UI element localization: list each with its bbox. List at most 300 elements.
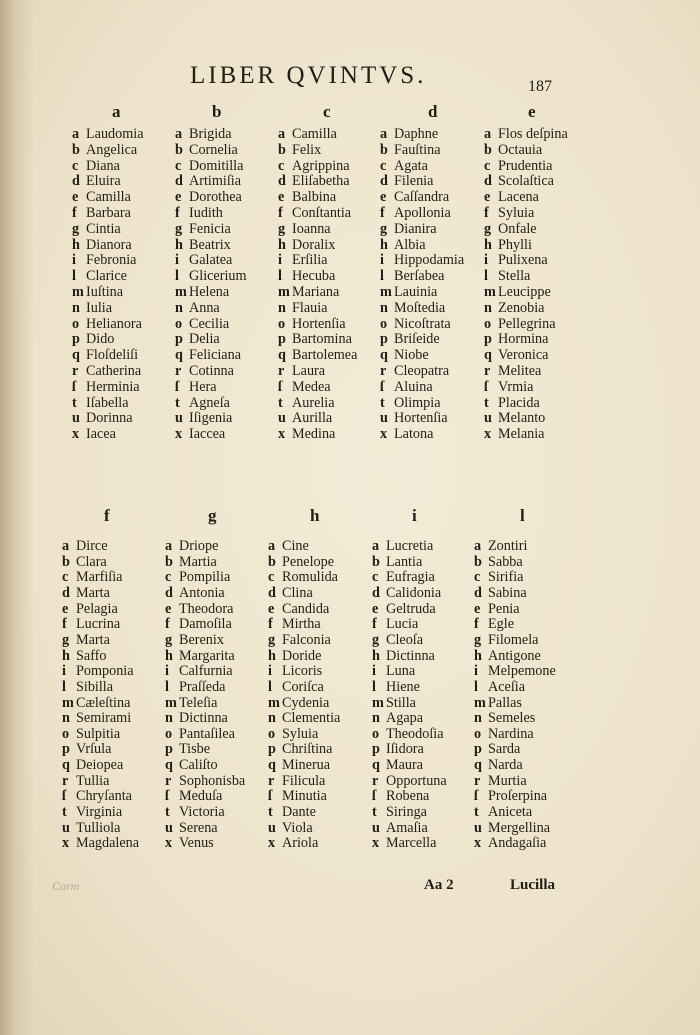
entry-letter: f xyxy=(372,616,377,633)
entry-name: Melanto xyxy=(498,410,546,427)
name-entry xyxy=(62,679,113,695)
name-entry xyxy=(380,189,449,205)
entry-letter: b xyxy=(175,141,183,158)
entry-letter: o xyxy=(380,315,388,332)
column-heading: f xyxy=(104,506,110,525)
entry-letter: c xyxy=(175,157,182,174)
entry-name: Semeles xyxy=(488,710,536,727)
entry-name: Ioanna xyxy=(292,220,331,237)
entry-name: Cydenia xyxy=(282,694,330,711)
entry-letter: r xyxy=(268,772,275,789)
entry-name: Theodora xyxy=(179,600,234,617)
entry-name: Meduſa xyxy=(179,788,223,805)
entry-name: Catherina xyxy=(86,363,142,379)
entry-letter: c xyxy=(372,569,379,586)
name-entry xyxy=(62,804,122,820)
name-entry xyxy=(72,126,144,142)
name-entry xyxy=(268,663,322,679)
entry-letter: e xyxy=(268,600,275,617)
entry-name: Coriſca xyxy=(282,678,324,695)
entry-letter: ſ xyxy=(268,788,272,805)
name-entry xyxy=(72,331,114,347)
entry-name: Lacena xyxy=(498,189,539,206)
name-entry xyxy=(165,601,233,617)
name-entry xyxy=(372,554,422,570)
entry-letter: c xyxy=(474,569,481,586)
entry-name: Placida xyxy=(498,394,540,411)
name-entry xyxy=(278,316,346,332)
entry-letter: ſ xyxy=(484,378,488,395)
entry-letter: x xyxy=(278,426,286,443)
name-entry xyxy=(165,632,224,648)
entry-name: Doralix xyxy=(292,236,336,253)
entry-letter: c xyxy=(72,157,79,174)
entry-letter: x xyxy=(175,426,183,443)
name-entry xyxy=(268,695,329,711)
entry-name: Medea xyxy=(292,378,331,395)
entry-letter: l xyxy=(62,678,66,695)
entry-letter: i xyxy=(175,252,179,269)
name-entry xyxy=(380,126,438,142)
name-entry xyxy=(278,347,357,363)
entry-name: Agrippina xyxy=(292,157,350,174)
name-entry xyxy=(72,347,138,363)
name-entry xyxy=(474,663,556,679)
entry-letter: q xyxy=(474,757,482,774)
name-entry xyxy=(175,237,231,253)
entry-letter: m xyxy=(72,284,84,300)
entry-letter: l xyxy=(175,268,179,285)
name-entry xyxy=(380,173,433,189)
entry-letter: u xyxy=(484,410,492,427)
name-entry xyxy=(484,284,551,300)
entry-letter: p xyxy=(72,331,80,348)
entry-name: Veronica xyxy=(498,347,549,364)
entry-letter: x xyxy=(484,426,492,443)
entry-letter: i xyxy=(372,663,376,680)
entry-name: Stilla xyxy=(386,694,416,711)
entry-name: Iacea xyxy=(86,426,116,443)
entry-name: Proſerpina xyxy=(488,788,548,805)
entry-name: Vrmia xyxy=(498,378,534,395)
name-entry xyxy=(165,585,225,601)
entry-letter: t xyxy=(278,394,283,411)
entry-name: Andagaſia xyxy=(488,835,547,852)
name-entry xyxy=(165,616,232,632)
entry-letter: c xyxy=(165,569,172,586)
name-entry xyxy=(165,726,235,742)
entry-name: Theodoſia xyxy=(386,725,444,742)
entry-letter: a xyxy=(278,126,286,142)
entry-letter: q xyxy=(372,757,380,774)
name-entry xyxy=(474,648,541,664)
entry-letter: i xyxy=(72,252,76,269)
entry-name: Falconia xyxy=(282,631,331,648)
entry-name: Anna xyxy=(189,299,220,316)
entry-letter: r xyxy=(474,772,481,789)
entry-name: Filenia xyxy=(394,173,434,190)
entry-letter: x xyxy=(62,835,70,852)
entry-name: Sulpitia xyxy=(76,725,121,742)
name-entry xyxy=(474,616,514,632)
name-entry xyxy=(372,679,420,695)
entry-letter: u xyxy=(62,819,70,836)
name-entry xyxy=(268,585,313,601)
entry-name: Conſtantia xyxy=(292,205,352,221)
entry-letter: f xyxy=(484,205,489,221)
entry-name: Briſeide xyxy=(394,331,440,348)
entry-letter: d xyxy=(165,584,173,601)
name-entry xyxy=(268,710,340,726)
entry-name: Niobe xyxy=(394,347,429,364)
name-entry xyxy=(372,601,436,617)
entry-name: Barbara xyxy=(86,205,131,221)
column-heading: a xyxy=(112,102,121,121)
entry-letter: i xyxy=(484,252,488,269)
entry-letter: t xyxy=(175,394,180,411)
name-entry xyxy=(72,158,120,174)
entry-name: Antonia xyxy=(179,584,225,601)
entry-name: Damoſila xyxy=(179,616,232,633)
entry-name: Doride xyxy=(282,647,322,664)
name-entry xyxy=(372,538,433,554)
entry-letter: ſ xyxy=(380,378,384,395)
name-entry xyxy=(175,426,225,442)
entry-letter: r xyxy=(278,363,285,379)
name-entry xyxy=(268,835,318,851)
entry-name: Driope xyxy=(179,538,219,554)
name-entry xyxy=(268,648,321,664)
entry-name: Beatrix xyxy=(189,236,231,253)
entry-name: Syluia xyxy=(498,205,535,221)
entry-name: Eluira xyxy=(86,173,121,190)
name-entry xyxy=(278,189,336,205)
entry-letter: t xyxy=(484,394,489,411)
name-entry xyxy=(72,252,136,268)
name-entry xyxy=(484,221,537,237)
entry-letter: f xyxy=(380,205,385,221)
entry-name: Domitilla xyxy=(189,157,244,174)
entry-name: Mirtha xyxy=(282,616,321,633)
entry-letter: ſ xyxy=(72,378,76,395)
entry-letter: a xyxy=(380,126,388,142)
entry-name: Sabina xyxy=(488,584,527,601)
name-entry xyxy=(484,205,534,221)
name-entry xyxy=(175,410,232,426)
name-entry xyxy=(175,284,229,300)
entry-name: Apollonia xyxy=(394,205,451,221)
entry-letter: n xyxy=(484,299,492,316)
entry-letter: x xyxy=(372,835,380,852)
name-entry xyxy=(474,835,546,851)
entry-letter: b xyxy=(268,553,276,570)
entry-name: Glicerium xyxy=(189,268,247,285)
name-entry xyxy=(278,252,327,268)
entry-letter: a xyxy=(165,538,173,554)
name-entry xyxy=(72,300,112,316)
name-entry xyxy=(62,663,134,679)
entry-letter: a xyxy=(484,126,492,142)
name-entry xyxy=(372,773,447,789)
name-entry xyxy=(165,663,233,679)
entry-name: Agneſa xyxy=(189,394,230,411)
name-entry xyxy=(380,205,451,221)
name-entry xyxy=(62,726,120,742)
name-entry xyxy=(484,237,532,253)
entry-name: Tisbe xyxy=(179,741,211,758)
entry-name: Eliſabetha xyxy=(292,173,350,190)
entry-letter: f xyxy=(268,616,273,633)
entry-letter: i xyxy=(165,663,169,680)
name-entry xyxy=(268,616,321,632)
name-entry xyxy=(278,410,332,426)
entry-letter: b xyxy=(372,553,380,570)
name-entry xyxy=(380,142,441,158)
entry-letter: g xyxy=(165,631,173,648)
entry-letter: q xyxy=(484,347,492,364)
name-entry xyxy=(278,205,351,221)
entry-name: Hortenſia xyxy=(292,315,346,332)
name-entry xyxy=(268,632,331,648)
entry-name: Clementia xyxy=(282,710,341,727)
name-entry xyxy=(175,379,217,395)
name-entry xyxy=(474,569,523,585)
entry-name: Sibilla xyxy=(76,678,114,695)
entry-letter: i xyxy=(474,663,478,680)
name-entry xyxy=(372,804,427,820)
entry-letter: g xyxy=(175,220,183,237)
entry-letter: g xyxy=(484,220,492,237)
entry-name: Daphne xyxy=(394,126,439,142)
catchword: Lucilla xyxy=(510,877,556,893)
entry-name: Cecilia xyxy=(189,315,230,332)
name-entry xyxy=(474,601,520,617)
entry-name: Victoria xyxy=(179,804,225,821)
gutter-shadow xyxy=(0,0,34,1035)
column-heading: i xyxy=(412,506,417,525)
entry-letter: l xyxy=(278,268,282,285)
entry-name: Hippodamia xyxy=(394,252,465,269)
entry-letter: u xyxy=(372,819,380,836)
entry-letter: d xyxy=(175,173,183,190)
entry-letter: u xyxy=(474,819,482,836)
entry-letter: h xyxy=(278,236,286,253)
entry-letter: r xyxy=(62,772,69,789)
name-entry xyxy=(278,221,331,237)
name-entry xyxy=(62,695,130,711)
entry-name: Pelagia xyxy=(76,600,118,617)
entry-name: Pomponia xyxy=(76,663,134,680)
entry-letter: u xyxy=(268,819,276,836)
entry-name: Chriſtina xyxy=(282,741,333,758)
name-entry xyxy=(278,284,339,300)
name-entry xyxy=(278,268,335,284)
name-entry xyxy=(165,695,217,711)
name-entry xyxy=(268,554,334,570)
entry-name: Pallas xyxy=(488,694,522,711)
entry-name: Virginia xyxy=(76,804,123,821)
entry-letter: g xyxy=(268,631,276,648)
name-entry xyxy=(484,379,533,395)
entry-letter: l xyxy=(165,678,169,695)
entry-name: Berenix xyxy=(179,631,224,648)
entry-name: Marcella xyxy=(386,835,437,852)
entry-letter: b xyxy=(474,553,482,570)
name-entry xyxy=(278,300,327,316)
entry-name: Floſdeliſi xyxy=(86,347,139,364)
entry-name: Dictinna xyxy=(386,647,435,664)
entry-name: Margarita xyxy=(179,647,235,664)
entry-letter: d xyxy=(268,584,276,601)
entry-letter: n xyxy=(474,710,482,727)
entry-name: Aurilla xyxy=(292,410,333,427)
name-entry xyxy=(474,788,547,804)
name-entry xyxy=(72,410,133,426)
name-entry xyxy=(62,710,131,726)
entry-name: Lauinia xyxy=(394,284,438,300)
entry-letter: n xyxy=(72,299,80,316)
entry-name: Dorothea xyxy=(189,189,242,206)
name-entry xyxy=(268,741,332,757)
entry-letter: x xyxy=(72,426,80,443)
entry-letter: h xyxy=(175,236,183,253)
entry-name: Hormina xyxy=(498,331,549,348)
entry-name: Dirce xyxy=(76,538,108,554)
entry-letter: m xyxy=(380,284,392,300)
entry-name: Hecuba xyxy=(292,268,336,285)
name-entry xyxy=(372,820,428,836)
entry-name: Calidonia xyxy=(386,584,442,601)
entry-name: Camilla xyxy=(292,126,337,142)
entry-letter: t xyxy=(380,394,385,411)
entry-name: Lucrina xyxy=(76,616,121,633)
entry-letter: o xyxy=(62,725,70,742)
signature-mark: Aa 2 xyxy=(424,877,454,893)
name-entry xyxy=(484,300,544,316)
entry-name: Magdalena xyxy=(76,835,140,852)
entry-letter: b xyxy=(72,141,80,158)
entry-letter: q xyxy=(175,347,183,364)
entry-letter: o xyxy=(484,315,492,332)
entry-letter: q xyxy=(278,347,286,364)
entry-name: Egle xyxy=(488,616,514,633)
name-entry xyxy=(72,363,141,379)
entry-name: Mariana xyxy=(292,284,340,300)
entry-letter: ſ xyxy=(474,788,478,805)
name-entry xyxy=(484,173,554,189)
entry-letter: o xyxy=(268,725,276,742)
entry-name: Hiene xyxy=(386,678,420,695)
entry-letter: a xyxy=(72,126,80,142)
name-entry xyxy=(372,585,441,601)
entry-name: Maura xyxy=(386,757,424,774)
name-entry xyxy=(72,284,123,300)
entry-letter: b xyxy=(62,553,70,570)
entry-letter: h xyxy=(62,647,70,664)
entry-name: Sabba xyxy=(488,553,523,570)
entry-name: Pulixena xyxy=(498,252,548,269)
entry-letter: e xyxy=(380,189,387,206)
entry-name: Melpemone xyxy=(488,663,556,680)
entry-name: Dido xyxy=(86,331,115,348)
name-entry xyxy=(165,773,245,789)
name-entry xyxy=(175,205,223,221)
entry-name: Artimiſia xyxy=(189,173,242,190)
entry-name: Lucia xyxy=(386,616,419,633)
entry-letter: i xyxy=(268,663,272,680)
entry-letter: m xyxy=(474,694,486,711)
entry-name: Berſabea xyxy=(394,268,445,285)
entry-name: Hortenſia xyxy=(394,410,448,427)
column-heading: e xyxy=(528,102,536,121)
entry-name: Dianira xyxy=(394,220,437,237)
entry-letter: q xyxy=(268,757,276,774)
name-entry xyxy=(484,347,548,363)
name-entry xyxy=(62,632,110,648)
entry-name: Flos deſpina xyxy=(498,126,568,142)
entry-name: Hera xyxy=(189,378,217,395)
name-entry xyxy=(372,632,423,648)
name-entry xyxy=(268,601,329,617)
entry-name: Clarice xyxy=(86,268,127,285)
entry-name: Albia xyxy=(394,236,426,253)
entry-name: Cleoſa xyxy=(386,631,424,648)
name-entry xyxy=(484,331,548,347)
entry-name: Fenicia xyxy=(189,220,231,237)
name-entry xyxy=(62,788,132,804)
entry-name: Vrſula xyxy=(76,741,112,758)
entry-name: Dorinna xyxy=(86,410,133,427)
column-heading: b xyxy=(212,102,222,121)
entry-name: Moſtedia xyxy=(394,299,446,316)
entry-name: Iſidora xyxy=(386,741,424,758)
name-entry xyxy=(380,379,433,395)
entry-name: Viola xyxy=(282,819,313,836)
name-entry xyxy=(175,126,232,142)
entry-letter: n xyxy=(278,299,286,316)
name-entry xyxy=(380,300,445,316)
name-entry xyxy=(175,347,241,363)
column-heading: c xyxy=(323,102,331,121)
entry-letter: ſ xyxy=(372,788,376,805)
name-entry xyxy=(165,710,228,726)
entry-letter: g xyxy=(372,631,380,648)
entry-letter: x xyxy=(165,835,173,852)
name-entry xyxy=(165,835,214,851)
entry-letter: h xyxy=(474,647,482,664)
name-entry xyxy=(372,616,418,632)
name-entry xyxy=(474,679,525,695)
entry-letter: n xyxy=(62,710,70,727)
entry-name: Calfurnia xyxy=(179,663,233,680)
entry-name: Clina xyxy=(282,584,313,601)
entry-name: Iſabella xyxy=(86,394,129,411)
entry-name: Praſſeda xyxy=(179,678,226,695)
entry-letter: d xyxy=(372,584,380,601)
entry-letter: u xyxy=(175,410,183,427)
entry-letter: f xyxy=(474,616,479,633)
name-entry xyxy=(484,252,548,268)
entry-name: Olimpia xyxy=(394,394,441,411)
entry-letter: u xyxy=(380,410,388,427)
name-entry xyxy=(380,284,437,300)
name-entry xyxy=(380,158,428,174)
name-entry xyxy=(175,189,242,205)
entry-name: Ariola xyxy=(282,835,319,852)
name-entry xyxy=(380,426,433,442)
name-entry xyxy=(268,569,338,585)
entry-name: Chryſanta xyxy=(76,788,132,805)
